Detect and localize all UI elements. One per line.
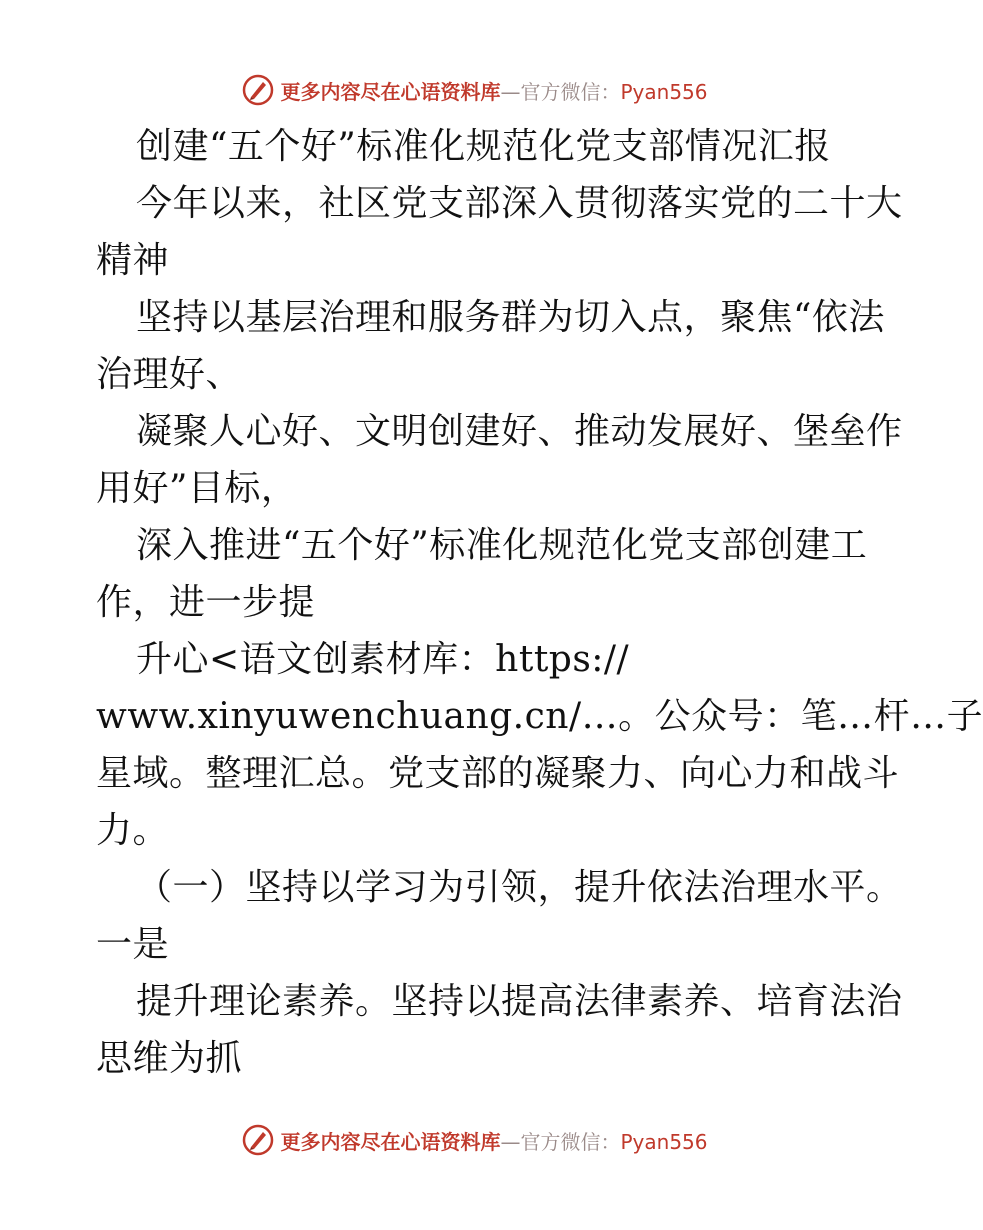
- document-title: 创建“五个好”标准化规范化党支部情况汇报: [136, 126, 831, 167]
- banner-wechat-label: 官方微信：: [520, 79, 621, 104]
- paragraph-line: 精神: [96, 240, 170, 281]
- section-heading: （一）坚持以学习为引领，提升依法治理水平。: [136, 867, 903, 908]
- banner-separator: —: [500, 1129, 521, 1154]
- paragraph-line: 作，进一步提: [96, 582, 316, 623]
- pen-logo-icon: [242, 1124, 274, 1156]
- banner-site-name: 更多内容尽在心语资料库: [280, 79, 501, 104]
- document-body: [96, 118, 983, 1087]
- banner-wechat-id: Pyan556: [620, 79, 708, 104]
- paragraph-line: 用好”目标，: [96, 468, 298, 509]
- paragraph-line: www.xinyuwenchuang.cn/…。公众号：笔…杆…子: [96, 696, 983, 737]
- footer-banner: [0, 1120, 950, 1160]
- header-banner: [0, 70, 950, 110]
- banner-separator: —: [500, 79, 521, 104]
- paragraph-line: 深入推进“五个好”标准化规范化党支部创建工: [136, 525, 868, 566]
- paragraph-line: 思维为抓: [96, 1038, 243, 1079]
- banner-wechat-id: Pyan556: [620, 1129, 708, 1154]
- banner-site-name: 更多内容尽在心语资料库: [280, 1129, 501, 1154]
- banner-wechat-label: 官方微信：: [520, 1129, 621, 1154]
- paragraph-line: 星域。整理汇总。党支部的凝聚力、向心力和战斗: [96, 753, 900, 794]
- paragraph-line: 力。: [96, 810, 170, 851]
- paragraph-line: 提升理论素养。坚持以提高法律素养、培育法治: [136, 981, 903, 1022]
- pen-logo-icon: [242, 74, 274, 106]
- paragraph-line: 治理好、: [96, 354, 243, 395]
- paragraph-line: 凝聚人心好、文明创建好、推动发展好、堡垒作: [136, 411, 903, 452]
- paragraph-line: 坚持以基层治理和服务群为切入点，聚焦“依法: [136, 297, 885, 338]
- paragraph-line: 今年以来，社区党支部深入贯彻落实党的二十大: [136, 183, 903, 224]
- paragraph-line: 升心<语文创素材库：https://: [136, 639, 630, 680]
- paragraph-line: 一是: [96, 924, 170, 965]
